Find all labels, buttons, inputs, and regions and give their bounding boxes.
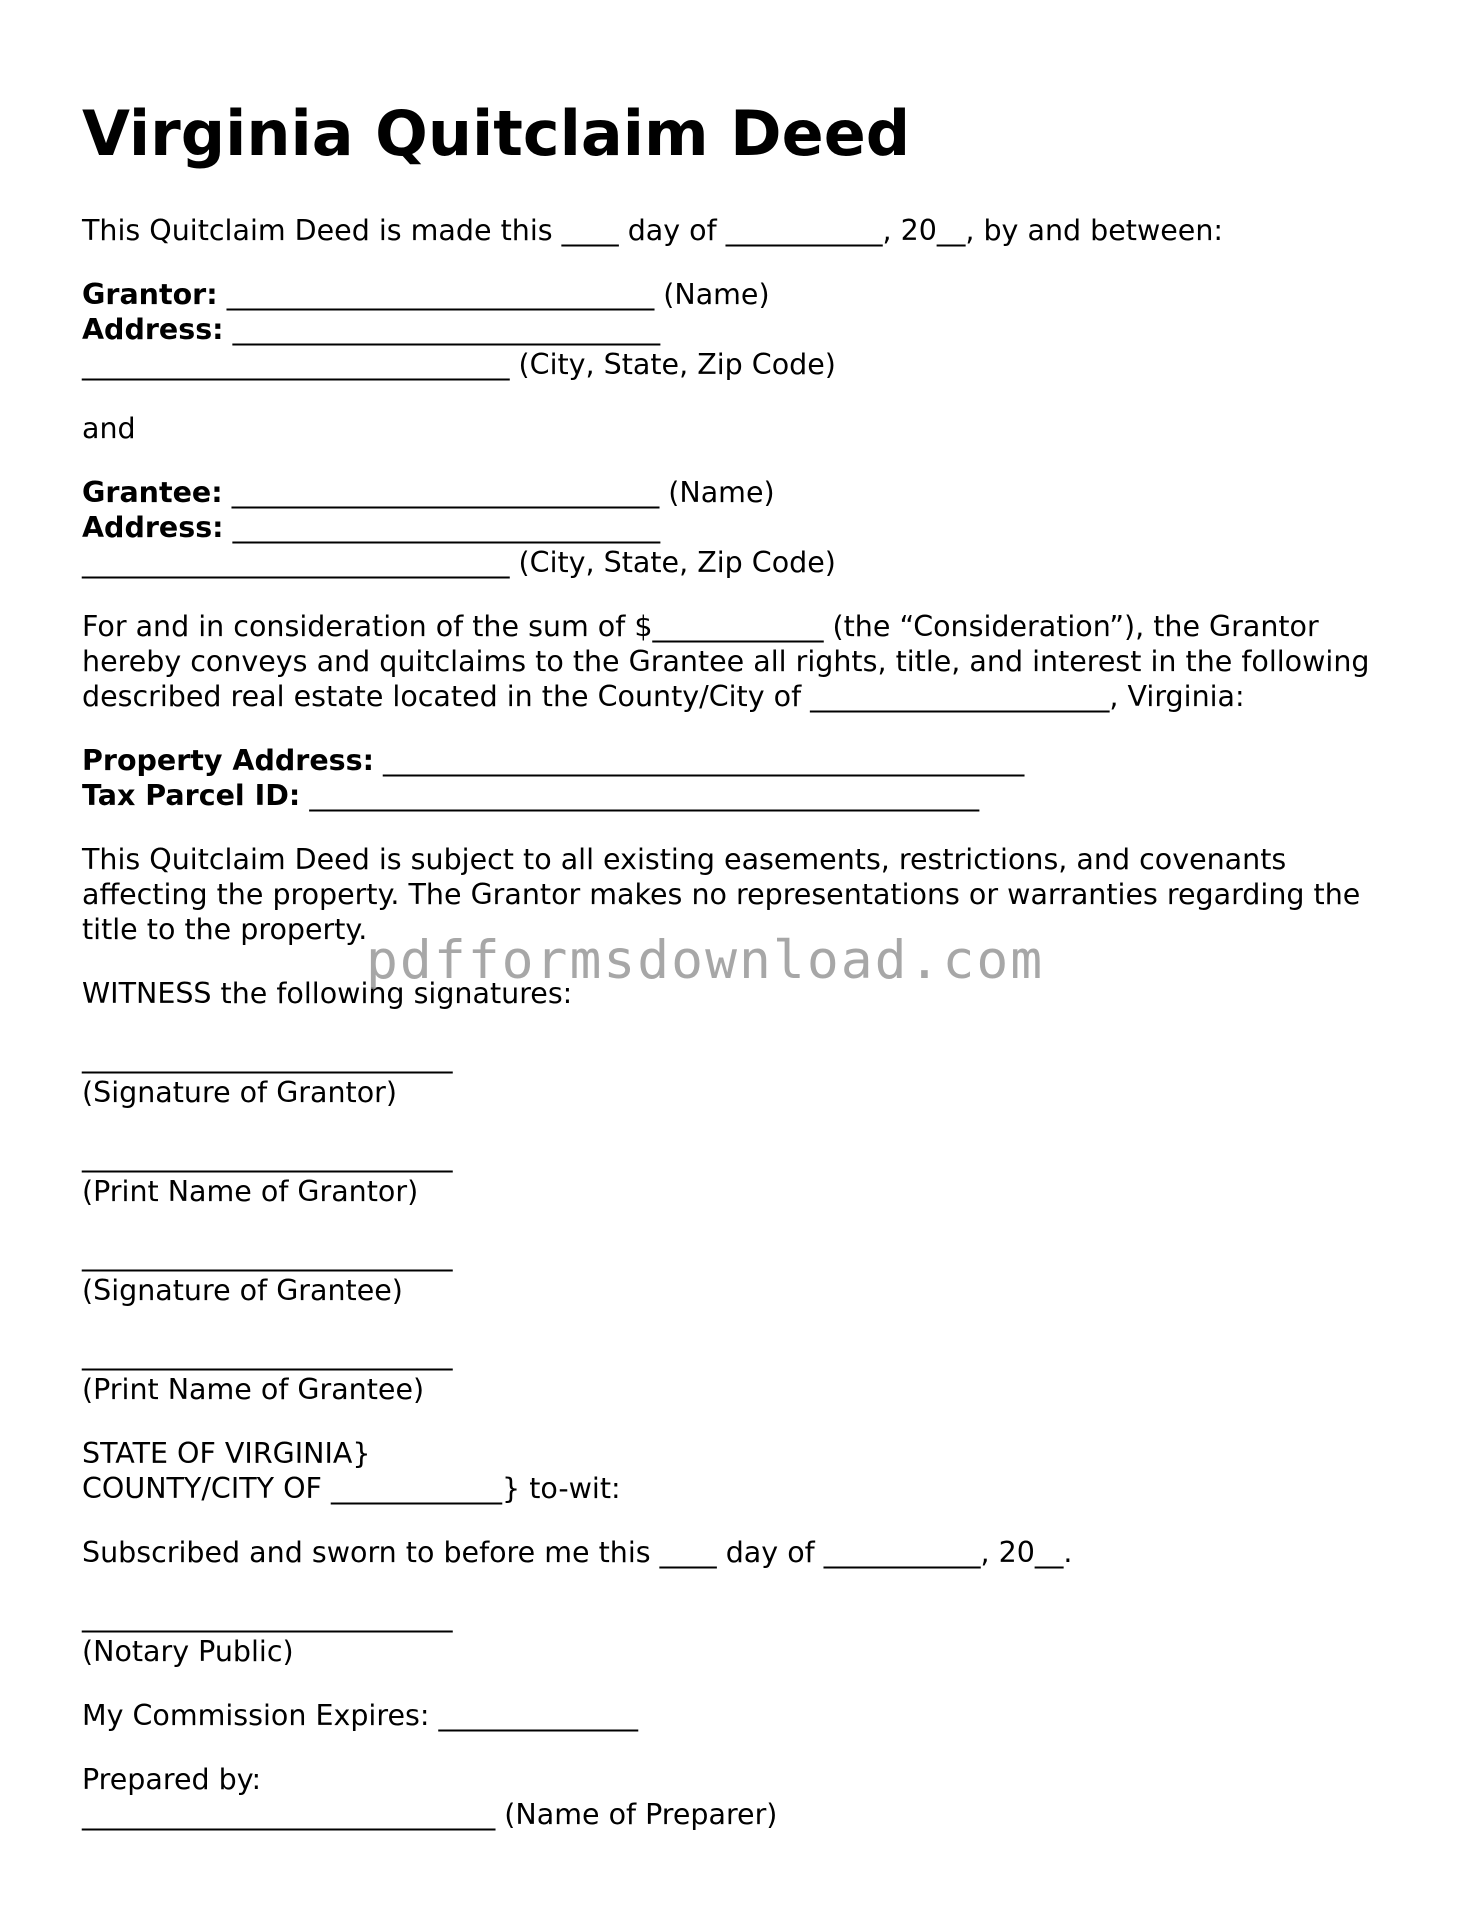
- commission-expires: My Commission Expires: ______________: [82, 1699, 638, 1732]
- prepared-by-label: Prepared by:: [82, 1763, 262, 1796]
- notary-signature-line: __________________________: [82, 1600, 453, 1633]
- grantor-label: Grantor:: [82, 278, 218, 311]
- grantee-name-row: [82, 475, 775, 510]
- intro-text: This Quitclaim Deed is made this ____ day of ___________, 20__, by and between:: [82, 214, 1224, 247]
- grantor-name-row: [82, 277, 770, 312]
- grantor-print-name-caption: (Print Name of Grantor): [82, 1175, 419, 1208]
- consideration-line-3: described real estate located in the County/City of _____________________, Virginia:: [82, 680, 1245, 713]
- grantee-address-label: Address:: [82, 511, 224, 544]
- consideration-line-1: For and in consideration of the sum of $____________ (the “Consideration”), the Grantor: [82, 610, 1319, 643]
- grantee-signature-caption: (Signature of Grantee): [82, 1274, 403, 1307]
- property-address-label: Property Address:: [82, 744, 374, 777]
- grantor-name-blank: ______________________________ (Name): [217, 278, 770, 311]
- subject-line-1: This Quitclaim Deed is subject to all existing easements, restrictions, and covenants: [82, 843, 1287, 876]
- grantee-print-name-line: __________________________: [82, 1338, 453, 1371]
- grantor-city-row: ______________________________ (City, State, Zip Code): [82, 348, 836, 381]
- and-text: and: [82, 412, 136, 445]
- grantor-address-row: [82, 312, 660, 347]
- property-address-row: [82, 743, 1024, 778]
- grantee-city-row: ______________________________ (City, State, Zip Code): [82, 546, 836, 579]
- subject-line-3: title to the property.: [82, 913, 368, 946]
- notary-county: COUNTY/CITY OF ____________} to-wit:: [82, 1472, 621, 1505]
- preparer-name-line: _____________________________ (Name of Preparer): [82, 1798, 778, 1831]
- grantee-address-row: [82, 510, 660, 545]
- property-address-blank: _____________________________________________: [374, 744, 1025, 777]
- grantor-print-name-line: __________________________: [82, 1140, 453, 1173]
- tax-parcel-blank: _______________________________________________: [300, 779, 980, 812]
- grantee-signature-line: __________________________: [82, 1239, 453, 1272]
- grantor-signature-line: __________________________: [82, 1041, 453, 1074]
- watermark: pdfformsdownload.com: [366, 930, 1045, 991]
- notary-caption: (Notary Public): [82, 1635, 294, 1668]
- notary-state: STATE OF VIRGINIA}: [82, 1437, 371, 1470]
- grantor-address-blank: ______________________________: [223, 313, 661, 346]
- grantor-address-label: Address:: [82, 313, 224, 346]
- page-title: Virginia Quitclaim Deed: [82, 97, 911, 170]
- grantee-address-blank: ______________________________: [223, 511, 661, 544]
- notary-sworn-text: Subscribed and sworn to before me this ____ day of ___________, 20__.: [82, 1536, 1073, 1569]
- tax-parcel-row: [82, 778, 979, 813]
- witness-text: WITNESS the following signatures:: [82, 977, 573, 1010]
- grantee-label: Grantee:: [82, 476, 223, 509]
- consideration-line-2: hereby conveys and quitclaims to the Grantee all rights, title, and interest in the following: [82, 645, 1370, 678]
- tax-parcel-label: Tax Parcel ID:: [82, 779, 301, 812]
- subject-line-2: affecting the property. The Grantor makes no representations or warranties regarding the: [82, 878, 1361, 911]
- grantee-name-blank: ______________________________ (Name): [222, 476, 775, 509]
- grantee-print-name-caption: (Print Name of Grantee): [82, 1373, 425, 1406]
- grantor-signature-caption: (Signature of Grantor): [82, 1076, 397, 1109]
